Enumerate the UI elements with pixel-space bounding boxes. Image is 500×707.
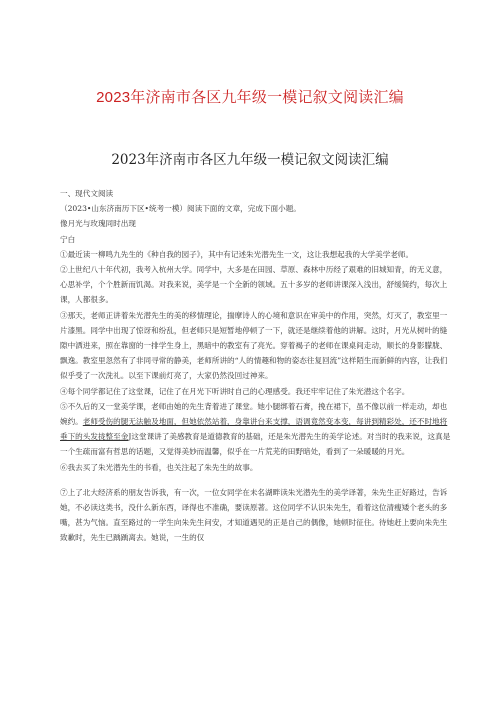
paragraph-5-underlined: 老师受伤的腿无法触及地面，但她依然站着，身靠讲台来支撑，语调竟然变本变，每讲到精彩处，还不时地将垂下的头发拢整至金: [60, 417, 448, 442]
paragraph-6: ⑥我去买了朱光潜先生的书看，也关注起了朱先生的故事。: [60, 462, 258, 472]
paragraph-3: ③那天，老师正讲着朱光潜先生的美的移情理论，揣摩诗人的心境和意识在审美中的作用，突然，灯灭了，教室里一片漆黑。同学中出现了惊讶和纷乱，但老师只是短暂地停顿了一下，就还是继续着他的讲解。这时，月光从树叶的缝隙中洒进来，照在靠窗的一排学生身上，黑暗中的教室有了亮光。穿着褐子的老师在课桌间走动，顺长的身影朦胧、飘逸。教室里忽然有了非同寻常的静美，老师所讲的“人的情趣和物的姿态往复回流”这样陌生而新鲜的内容，让我们似乎受了一次洗礼。以至下课前灯亮了，大家仍然没回过神来。: [60, 310, 448, 381]
section-heading: 一、现代文阅读: [60, 189, 114, 198]
source-line: （2023•山东济南历下区•统考一模）阅读下面的文章，完成下面小题。: [60, 204, 301, 214]
article-title: 像月光与玫瑰同时出现: [60, 219, 136, 229]
paragraph-5-end: J这堂课讲了美感教育是道德教育的基础，还是朱光潜先生的美学论述。对当时的我来说，这真是一个生疏而富有哲思的话题，又觉得美妙而温馨，似乎在一片荒芜的田野暗处，看到了一朵暖暖的月光。: [60, 432, 451, 457]
paragraph-gap: [60, 475, 452, 485]
paragraph-2: ②上世纪八十年代初，我考入杭州大学。同学中，大多是在田园、草原、森林中历经了艰难的旧城知青，的无义意，心思补学，个个胜新而饥渴。对我来说，美学是一个全新的领域。五十多岁的老师讲课深入浅出，舒缓简约，每次上课，人都很多。: [60, 265, 448, 305]
paragraph-4: ④每个同学都记住了这堂课，记住了在月光下听讲时自己的心理感受。我还牢牢记住了朱光潜这个名字。: [60, 386, 410, 396]
paragraph-1: ①最近读一柳鸣九先生的《种自我的园子》，其中有记述朱光潜先生一文，这让我想起我的大学美学老师。: [60, 249, 414, 259]
document-body: [60, 186, 452, 546]
document-banner-title: 2023年济南市各区九年级一模记叙文阅读汇编: [96, 89, 404, 106]
document-title: 2023年济南市各区九年级一模记叙文阅读汇编: [111, 152, 389, 168]
paragraph-7: ⑦上了北大经济系的朋友告诉我，有一次，一位女同学在未名湖畔读朱光潜先生的美学译著，朱先生正好路过，告诉她，不必读这类书，没什么新东西，译得也不准确，要读原著。这位同学不认识朱先生，看着这位清瘦矮个老头的多嘴，甚为气恼。直至路过的一学生向朱先生问安，才知道遇见的正是自己的偶像，她顿时征住。待她赶上要向朱先生致歉时，先生已踽踽离去。她说，一生的仅: [60, 487, 448, 543]
article-author: 宁白: [60, 234, 76, 244]
paragraph-5-start: ⑤不久后的又一堂美学课，老师由她的先生背着进了课堂。她小腿绑着石膏，挽在裙下，虽不像以前一样走动，却也婉约。: [60, 401, 448, 427]
paragraph-5: [60, 399, 452, 460]
